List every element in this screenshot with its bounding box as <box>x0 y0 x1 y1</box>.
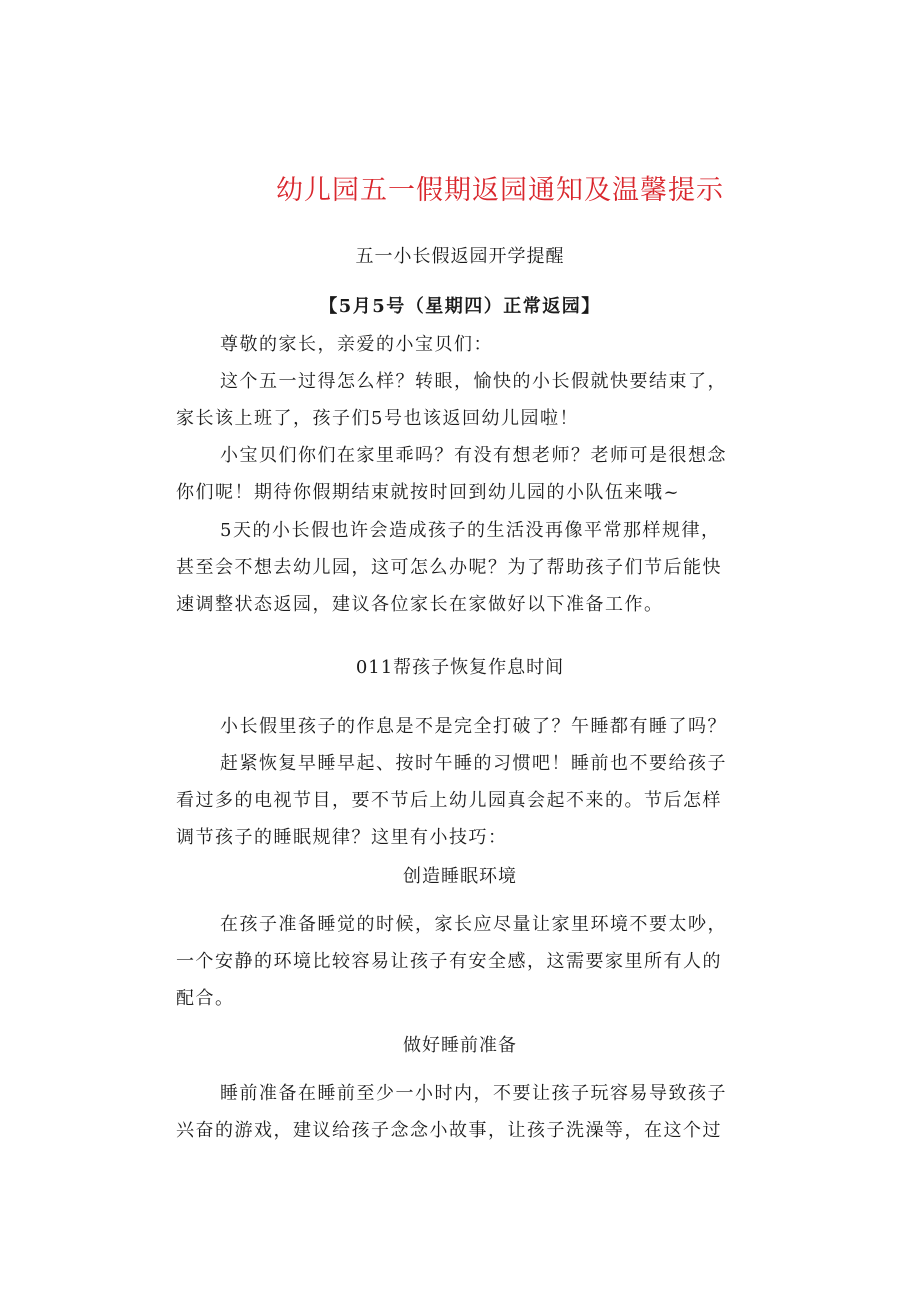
greeting: 尊敬的家长，亲爱的小宝贝们： <box>220 334 493 355</box>
paragraph-4: 小长假里孩子的作息是不是完全打破了？午睡都有睡了吗？ <box>220 716 727 737</box>
paragraph-3-line-2: 甚至会不想去幼儿园，这可怎么办呢？为了帮助孩子们节后能快 <box>176 557 722 578</box>
paragraph-6-line-2: 一个安静的环境比较容易让孩子有安全感，这需要家里所有人的 <box>176 951 722 972</box>
paragraph-1-line-1: 这个五一过得怎么样？转眼，愉快的小长假就快要结束了， <box>220 371 727 392</box>
paragraph-2-line-1: 小宝贝们你们在家里乖吗？有没有想老师？老师可是很想念 <box>220 445 727 466</box>
paragraph-5-line-2: 看过多的电视节目，要不节后上幼儿园真会起不来的。节后怎样 <box>176 790 722 811</box>
return-date-notice: 【5月5号（星期四）正常返园】 <box>319 296 601 317</box>
paragraph-7-line-1: 睡前准备在睡前至少一小时内，不要让孩子玩容易导致孩子 <box>220 1083 727 1104</box>
paragraph-3-line-1: 5天的小长假也许会造成孩子的生活没再像平常那样规律， <box>220 520 721 541</box>
section-heading-1: 011帮孩子恢复作息时间 <box>355 657 565 678</box>
paragraph-6-line-3: 配合。 <box>176 988 235 1009</box>
paragraph-1-line-2: 家长该上班了，孩子们5号也该返回幼儿园啦！ <box>176 408 579 429</box>
paragraph-3-line-3: 速调整状态返园，建议各位家长在家做好以下准备工作。 <box>176 594 664 615</box>
subheading-sleep-environment: 创造睡眠环境 <box>403 866 517 887</box>
paragraph-5-line-3: 调节孩子的睡眠规律？这里有小技巧： <box>176 827 508 848</box>
paragraph-5-line-1: 赶紧恢复早睡早起、按时午睡的习惯吧！睡前也不要给孩子 <box>220 753 727 774</box>
document-title: 幼儿园五一假期返园通知及温馨提示 <box>276 175 724 206</box>
paragraph-7-line-2: 兴奋的游戏，建议给孩子念念小故事，让孩子洗澡等，在这个过 <box>176 1120 722 1141</box>
paragraph-6-line-1: 在孩子准备睡觉的时候，家长应尽量让家里环境不要太吵， <box>220 914 727 935</box>
subtitle: 五一小长假返园开学提醒 <box>355 246 565 267</box>
subheading-bedtime-prep: 做好睡前准备 <box>403 1035 517 1056</box>
paragraph-2-line-2: 你们呢！期待你假期结束就按时回到幼儿园的小队伍来哦~ <box>176 482 681 503</box>
